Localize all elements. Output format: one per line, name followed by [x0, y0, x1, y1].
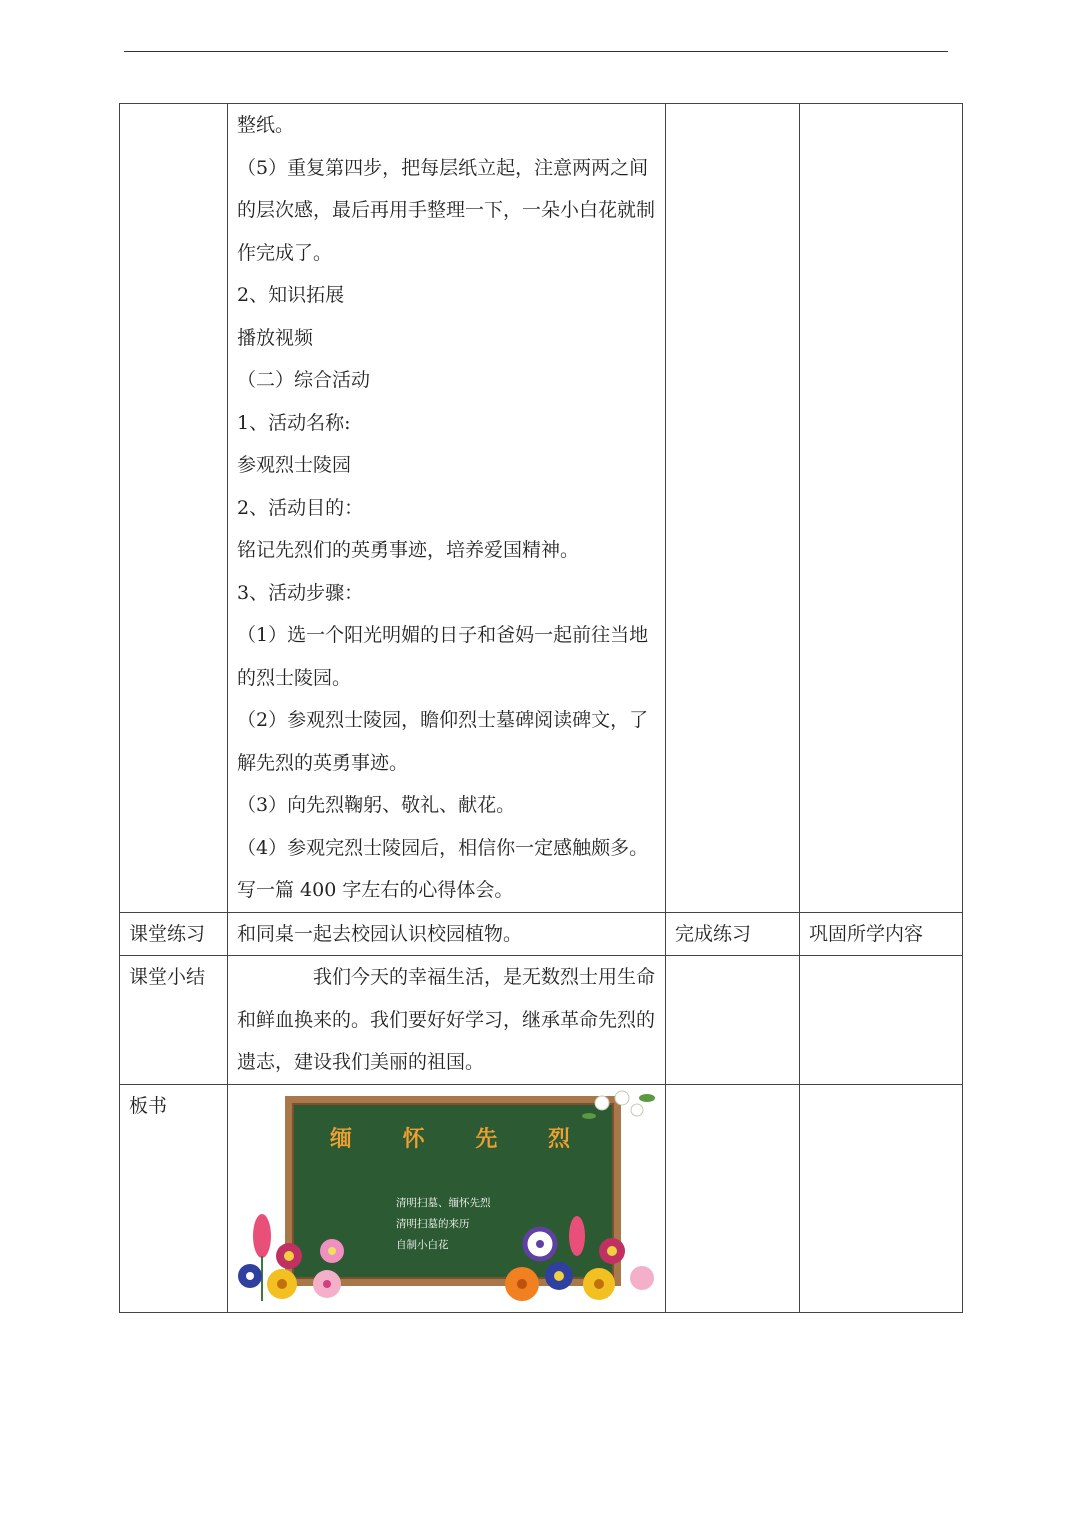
summary-line: 遗志，建设我们美丽的祖国。	[237, 1051, 485, 1073]
cell-label-empty	[120, 104, 228, 913]
board-image-cell	[228, 1084, 666, 1312]
chalkboard-illustration	[237, 1088, 657, 1304]
board-line: 清明扫墓、缅怀先烈	[396, 1196, 491, 1209]
summary-label: 课堂小结	[120, 956, 228, 1085]
flower-icon	[630, 1266, 654, 1290]
flower-icon	[313, 1270, 341, 1298]
summary-empty-4	[800, 956, 963, 1085]
content-line: 播放视频	[237, 326, 314, 349]
content-line: 1、活动名称:	[237, 411, 351, 434]
content-line: （二）综合活动	[237, 369, 371, 391]
cell-purpose-empty	[800, 104, 963, 913]
board-title-char: 烈	[547, 1126, 570, 1152]
corner-flowers-decoration	[577, 1088, 657, 1128]
header-rule	[124, 51, 948, 52]
lesson-plan-table	[119, 103, 963, 1313]
content-line: 铭记先烈们的英勇事迹，培养爱国精神。	[237, 539, 580, 561]
flower-icon	[238, 1264, 262, 1288]
summary-line: 和鲜血换来的。我们要好好学习，继承革命先烈的	[237, 1008, 656, 1031]
flower-icon	[267, 1269, 297, 1299]
content-line: 写一篇 400 字左右的心得体会。	[237, 879, 514, 901]
board-title-char: 缅	[330, 1126, 353, 1152]
flower-icon	[583, 1268, 615, 1300]
board-title-char: 怀	[402, 1126, 425, 1152]
table-row-practice	[120, 912, 963, 956]
table-row-summary	[120, 956, 963, 1085]
table-row-activity-continued	[120, 104, 963, 913]
board-empty-3	[666, 1084, 800, 1312]
board-title-char: 先	[475, 1126, 498, 1152]
board-title	[330, 1127, 570, 1153]
practice-label: 课堂练习	[120, 912, 228, 956]
summary-empty-3	[666, 956, 800, 1085]
flower-icon	[599, 1238, 625, 1264]
board-line: 自制小白花	[396, 1238, 449, 1251]
board-label: 板书	[120, 1084, 228, 1312]
content-line: 参观烈士陵园	[237, 454, 352, 476]
summary-line: 我们今天的幸福生活，是无数烈士用生命	[313, 966, 656, 988]
flower-icon	[276, 1243, 302, 1269]
cell-activity-content	[228, 104, 666, 913]
flower-icon	[320, 1239, 344, 1263]
board-line: 清明扫墓的来历	[396, 1217, 470, 1230]
content-line: （4）参观完烈士陵园后，相信你一定感触颇多。	[237, 836, 649, 859]
content-line: 的烈士陵园。	[237, 666, 352, 689]
content-line: 2、知识拓展	[237, 284, 345, 306]
content-line: 3、活动步骤：	[237, 581, 364, 604]
flower-icon	[545, 1262, 573, 1290]
content-line: 整纸。	[237, 114, 295, 136]
content-line: 作完成了。	[237, 241, 333, 264]
content-line: （3）向先烈鞠躬、敬礼、献花。	[237, 794, 516, 816]
practice-content: 和同桌一起去校园认识校园植物。	[228, 912, 666, 956]
content-line: （1）选一个阳光明媚的日子和爸妈一起前往当地	[237, 624, 649, 646]
content-line: 2、活动目的：	[237, 496, 364, 519]
flower-icon	[525, 1229, 555, 1259]
flowers-decoration	[237, 1206, 657, 1304]
table-row-board	[120, 1084, 963, 1312]
flower-icon	[569, 1216, 585, 1256]
practice-purpose: 巩固所学内容	[800, 912, 963, 956]
practice-student-activity: 完成练习	[666, 912, 800, 956]
content-line: （5）重复第四步，把每层纸立起，注意两两之间	[237, 156, 649, 179]
summary-content	[228, 956, 666, 1085]
content-line: 解先烈的英勇事迹。	[237, 751, 409, 774]
board-empty-4	[800, 1084, 963, 1312]
content-line: 的层次感，最后再用手整理一下，一朵小白花就制	[237, 199, 656, 221]
content-line: （2）参观烈士陵园，瞻仰烈士墓碑阅读碑文，了	[237, 709, 649, 731]
flower-icon	[505, 1267, 539, 1301]
cell-student-activity-empty	[666, 104, 800, 913]
